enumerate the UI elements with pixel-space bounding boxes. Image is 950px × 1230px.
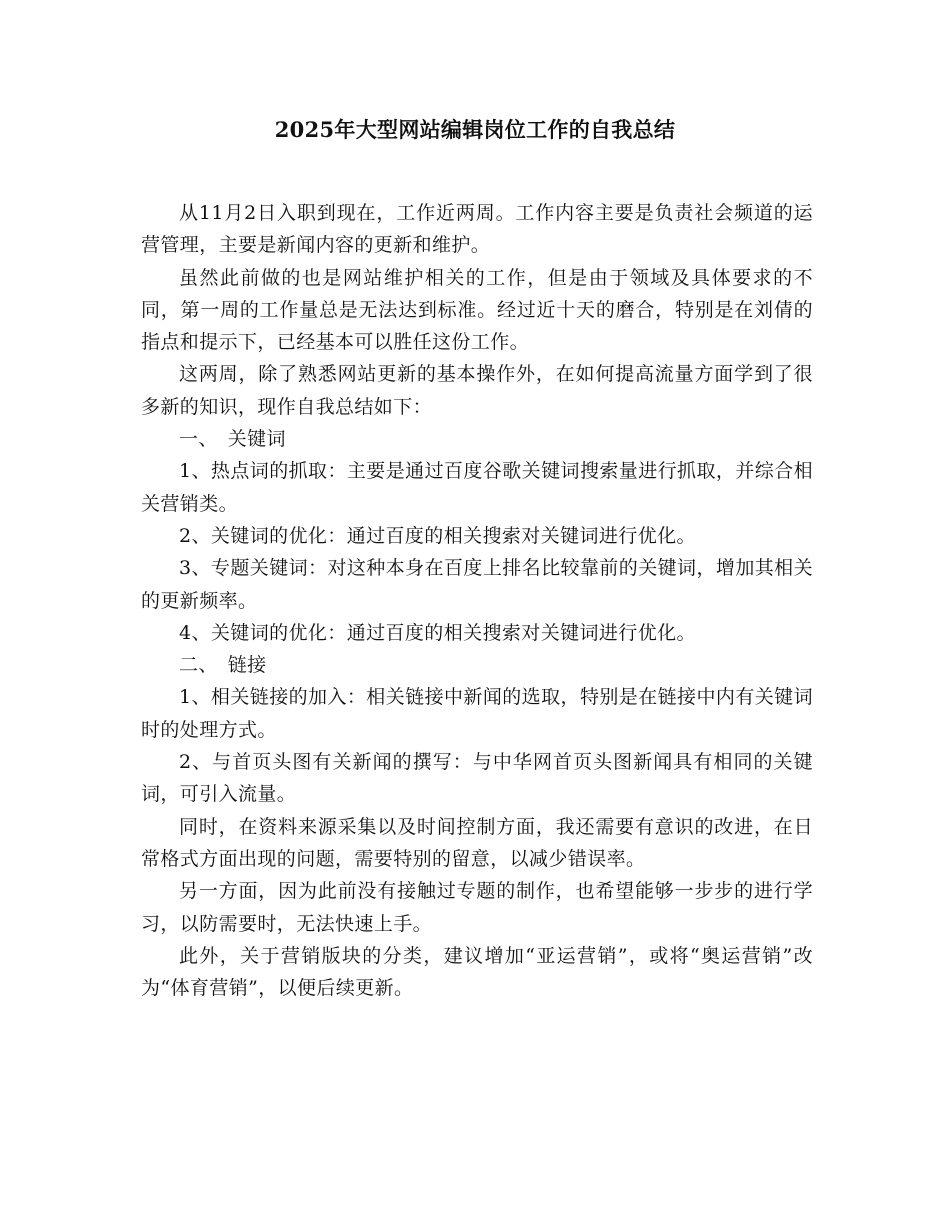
paragraph: 1、相关链接的加入：相关链接中新闻的选取，特别是在链接中内有关键词时的处理方式。 [141, 686, 813, 741]
paragraph: 此外，关于营销版块的分类，建议增加“亚运营销”，或将“奥运营销”改为“体育营销”，以便后续更新。 [141, 944, 813, 1000]
paragraph: 同时，在资料来源采集以及时间控制方面，我还需要有意识的改进，在日常格式方面出现的问题，需要特别的留意，以减少错误率。 [141, 815, 813, 870]
document-title: 2025年大型网站编辑岗位工作的自我总结 [274, 117, 676, 142]
paragraph: 2、与首页头图有关新闻的撰写：与中华网首页头图新闻具有相同的关键词，可引入流量。 [141, 751, 813, 806]
paragraph: 从11月2日入职到现在，工作近两周。工作内容主要是负责社会频道的运营管理，主要是新闻内容的更新和维护。 [141, 202, 813, 257]
paragraph: 3、专题关键词：对这种本身在百度上排名比较靠前的关键词，增加其相关的更新频率。 [141, 557, 813, 612]
section-heading-links: 二、 链接 [179, 654, 267, 677]
paragraph: 2、关键词的优化：通过百度的相关搜索对关键词进行优化。 [179, 524, 696, 547]
paragraph: 虽然此前做的也是网站维护相关的工作，但是由于领域及具体要求的不同，第一周的工作量总是无法达到标准。经过近十天的磨合，特别是在刘倩的指点和提示下，已经基本可以胜任这份工作。 [141, 266, 813, 354]
paragraph: 这两周，除了熟悉网站更新的基本操作外，在如何提高流量方面学到了很多新的知识，现作自我总结如下： [141, 363, 813, 418]
paragraph: 1、热点词的抓取：主要是通过百度谷歌关键词搜索量进行抓取，并综合相关营销类。 [141, 460, 813, 515]
paragraph: 4、关键词的优化：通过百度的相关搜索对关键词进行优化。 [179, 621, 696, 644]
paragraph: 另一方面，因为此前没有接触过专题的制作，也希望能够一步步的进行学习，以防需要时，无法快速上手。 [141, 880, 813, 935]
section-heading-keywords: 一、 关键词 [179, 428, 286, 451]
document-body [141, 197, 813, 1004]
